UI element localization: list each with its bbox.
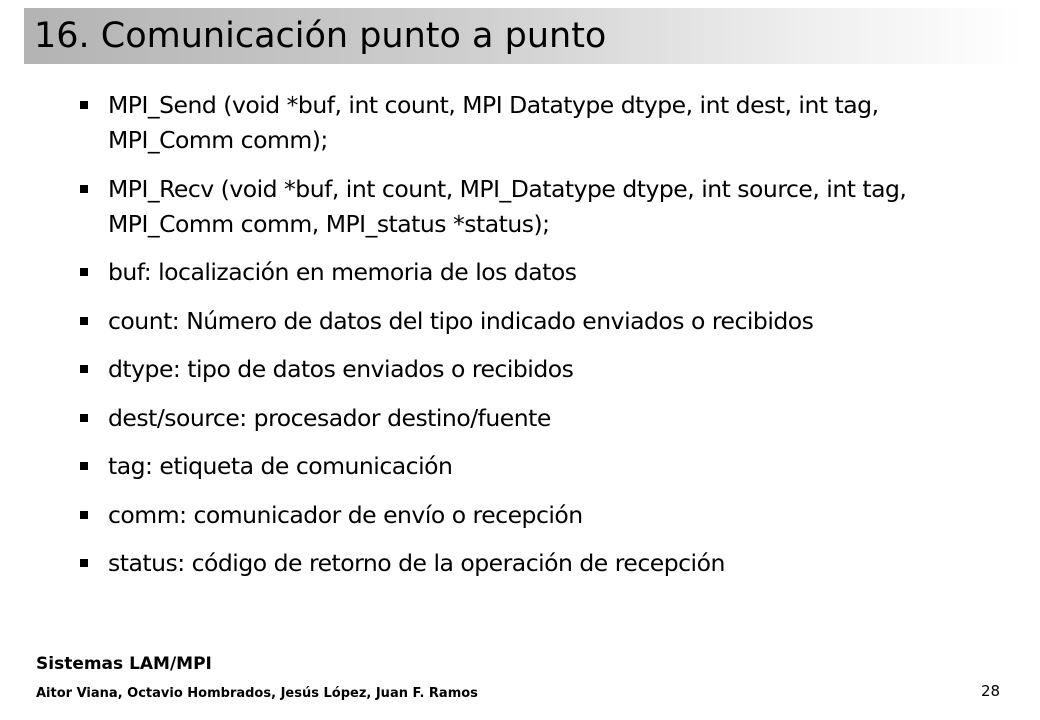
bullet-text: MPI_Recv (void *buf, int count, MPI_Datatype dtype, int source, int tag, MPI_Comm comm, MPI_status *status); xyxy=(108,174,907,238)
bullet-text: status: código de retorno de la operación de recepción xyxy=(108,549,725,577)
bullet-text: tag: etiqueta de comunicación xyxy=(108,452,453,480)
bullet-item xyxy=(78,304,1008,339)
slide-title: 16. Comunicación punto a punto xyxy=(34,16,607,56)
bullet-text: buf: localización en memoria de los datos xyxy=(108,258,577,286)
bullet-item xyxy=(78,255,1008,290)
footer-title: Sistemas LAM/MPI xyxy=(36,654,212,674)
square-bullet-icon xyxy=(80,462,88,470)
bullet-text: dest/source: procesador destino/fuente xyxy=(108,403,551,432)
bullet-item xyxy=(78,401,1008,436)
square-bullet-icon xyxy=(80,317,88,325)
bullet-item xyxy=(78,498,1008,533)
bullet-text: dtype: tipo de datos enviados o recibidos xyxy=(108,355,574,383)
bullet-item xyxy=(78,352,1008,387)
bullet-list xyxy=(78,88,1008,595)
bullet-item xyxy=(78,546,1008,581)
square-bullet-icon xyxy=(80,414,88,422)
bullet-item xyxy=(78,172,1008,242)
square-bullet-icon xyxy=(80,101,88,109)
bullet-text: comm: comunicador de envío o recepción xyxy=(108,500,583,529)
square-bullet-icon xyxy=(80,365,88,373)
page-number: 28 xyxy=(981,682,1001,700)
square-bullet-icon xyxy=(80,559,88,567)
title-bar xyxy=(24,8,1024,64)
bullet-text: count: Número de datos del tipo indicado enviados o recibidos xyxy=(108,306,814,335)
square-bullet-icon xyxy=(80,511,88,519)
bullet-item xyxy=(78,449,1008,484)
bullet-text: MPI_Send (void *buf, int count, MPI Datatype dtype, int dest, int tag, MPI_Comm comm); xyxy=(108,91,879,154)
square-bullet-icon xyxy=(80,268,88,276)
square-bullet-icon xyxy=(80,185,88,193)
footer-authors: Aitor Viana, Octavio Hombrados, Jesús López, Juan F. Ramos xyxy=(36,686,478,701)
bullet-item xyxy=(78,88,1008,158)
